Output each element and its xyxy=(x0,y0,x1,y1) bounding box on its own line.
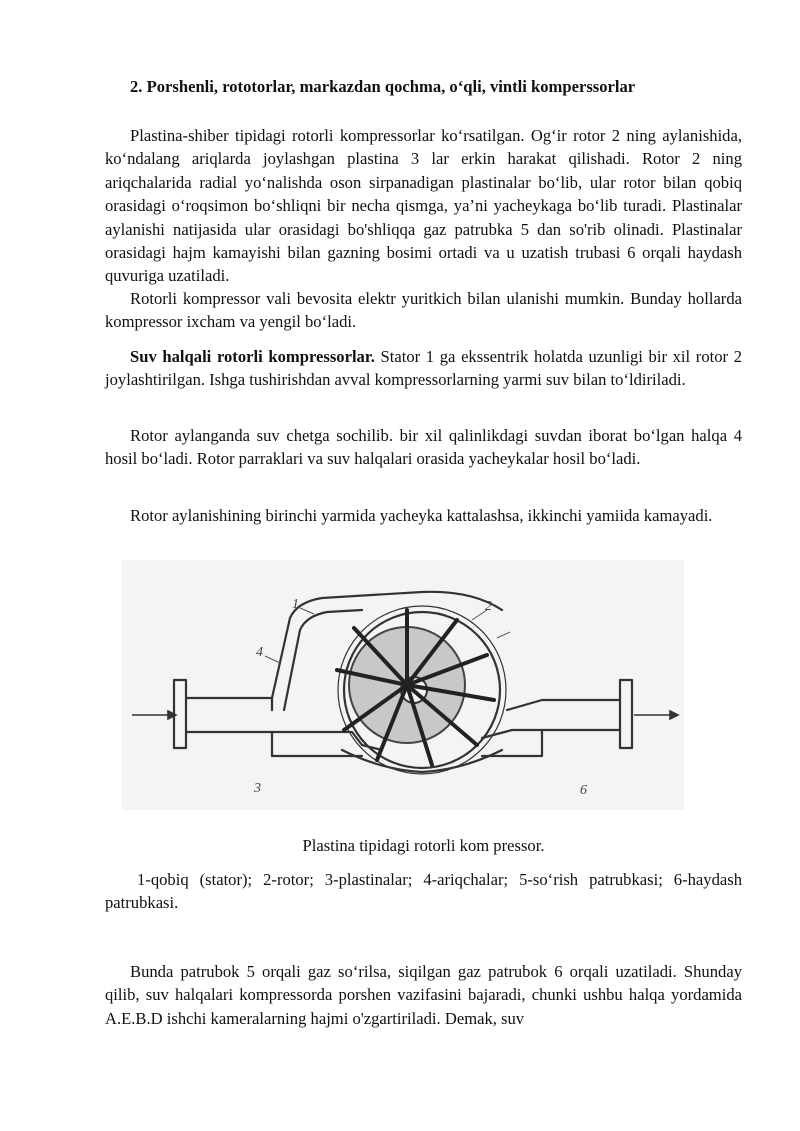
section-heading: 2. Porshenli, rototorlar, markazdan qochma, o‘qli, vintli komperssorlar xyxy=(130,77,636,96)
outlet-flange xyxy=(620,680,632,748)
paragraph-electric-drive: Rotorli kompressor vali bevosita elektr yuritkich bilan ulanishi mumkin. Bunday hollarda kompressor ixcham va yengil bo‘ladi. xyxy=(105,289,742,332)
inlet-flange xyxy=(174,680,186,748)
figure-caption: Plastina tipidagi rotorli kom pressor. xyxy=(302,836,545,855)
paragraph-water-ring xyxy=(105,345,742,392)
label-plate: 3 xyxy=(254,781,261,796)
subheading-water-ring: Suv halqali rotorli kompressorlar. xyxy=(130,347,375,366)
figure-legend: 1-qobiq (stator); 2-rotor; 3-plastinalar; 4-ariqchalar; 5-so‘rish patrubkasi; 6-haydash patrubkasi. xyxy=(105,870,742,913)
compressor-diagram xyxy=(122,560,684,810)
paragraph-piston-function: Bunda patrubok 5 orqali gaz so‘rilsa, siqilgan gaz patrubok 6 orqali uzatiladi. Shunday qilib, suv halqalari kompressorda porshen vazifasini bajaradi, chunki ushbu halqa yordamida A.E.B.D ishchi kameralarning hajmi o'zgartiriladi. Demak, suv xyxy=(105,962,742,1028)
label-rotor: 2 xyxy=(485,599,492,614)
paragraph-water-ring-text: Stator 1 ga ekssentrik holatda uzunligi bir xil rotor 2 joylashtirilgan. Ishga tushirishdan avval kompressorlarning yarmi suv bilan to‘ldiriladi. xyxy=(105,347,742,390)
label-stator: 1 xyxy=(292,597,299,612)
paragraph-plate-compressor: Plastina-shiber tipidagi rotorli kompressorlar ko‘rsatilgan. Og‘ir rotor 2 ning aylanishida, ko‘ndalang ariqlarda joylashgan plastina 3 lar erkin harakat qilishadi. Rotor 2 ning ariqchalarida radial yo‘nalishda oson sirpanadigan plastinalar bo‘lib, ular rotor bilan qobiq orasidagi o‘roqsimon bo‘shliqni bir necha qismga, ya’ni yacheykaga bo‘lib turadi. Plastinalar aylanishi natijasida ular orasidagi bo'shliqqa gaz patrubka 5 dan so'rib olinadi. Plastinalar orasidagi hajm kamayishi bilan gazning bosimi ortadi va u uzatish trubasi 6 orqali haydash quvuriga uzatiladi. xyxy=(105,126,742,286)
label-outlet: 6 xyxy=(580,783,587,798)
label-groove: 4 xyxy=(256,645,263,660)
paragraph-cell-volume: Rotor aylanishining birinchi yarmida yacheyka kattalashsa, ikkinchi yamiida kamayadi. xyxy=(130,506,713,525)
paragraph-ring-formation: Rotor aylanganda suv chetga sochilib. bir xil qalinlikdagi suvdan iborat bo‘lgan halqa 4 hosil bo‘ladi. Rotor parraklari va suv halqalari orasida yacheykalar hosil bo‘ladi. xyxy=(105,426,742,469)
